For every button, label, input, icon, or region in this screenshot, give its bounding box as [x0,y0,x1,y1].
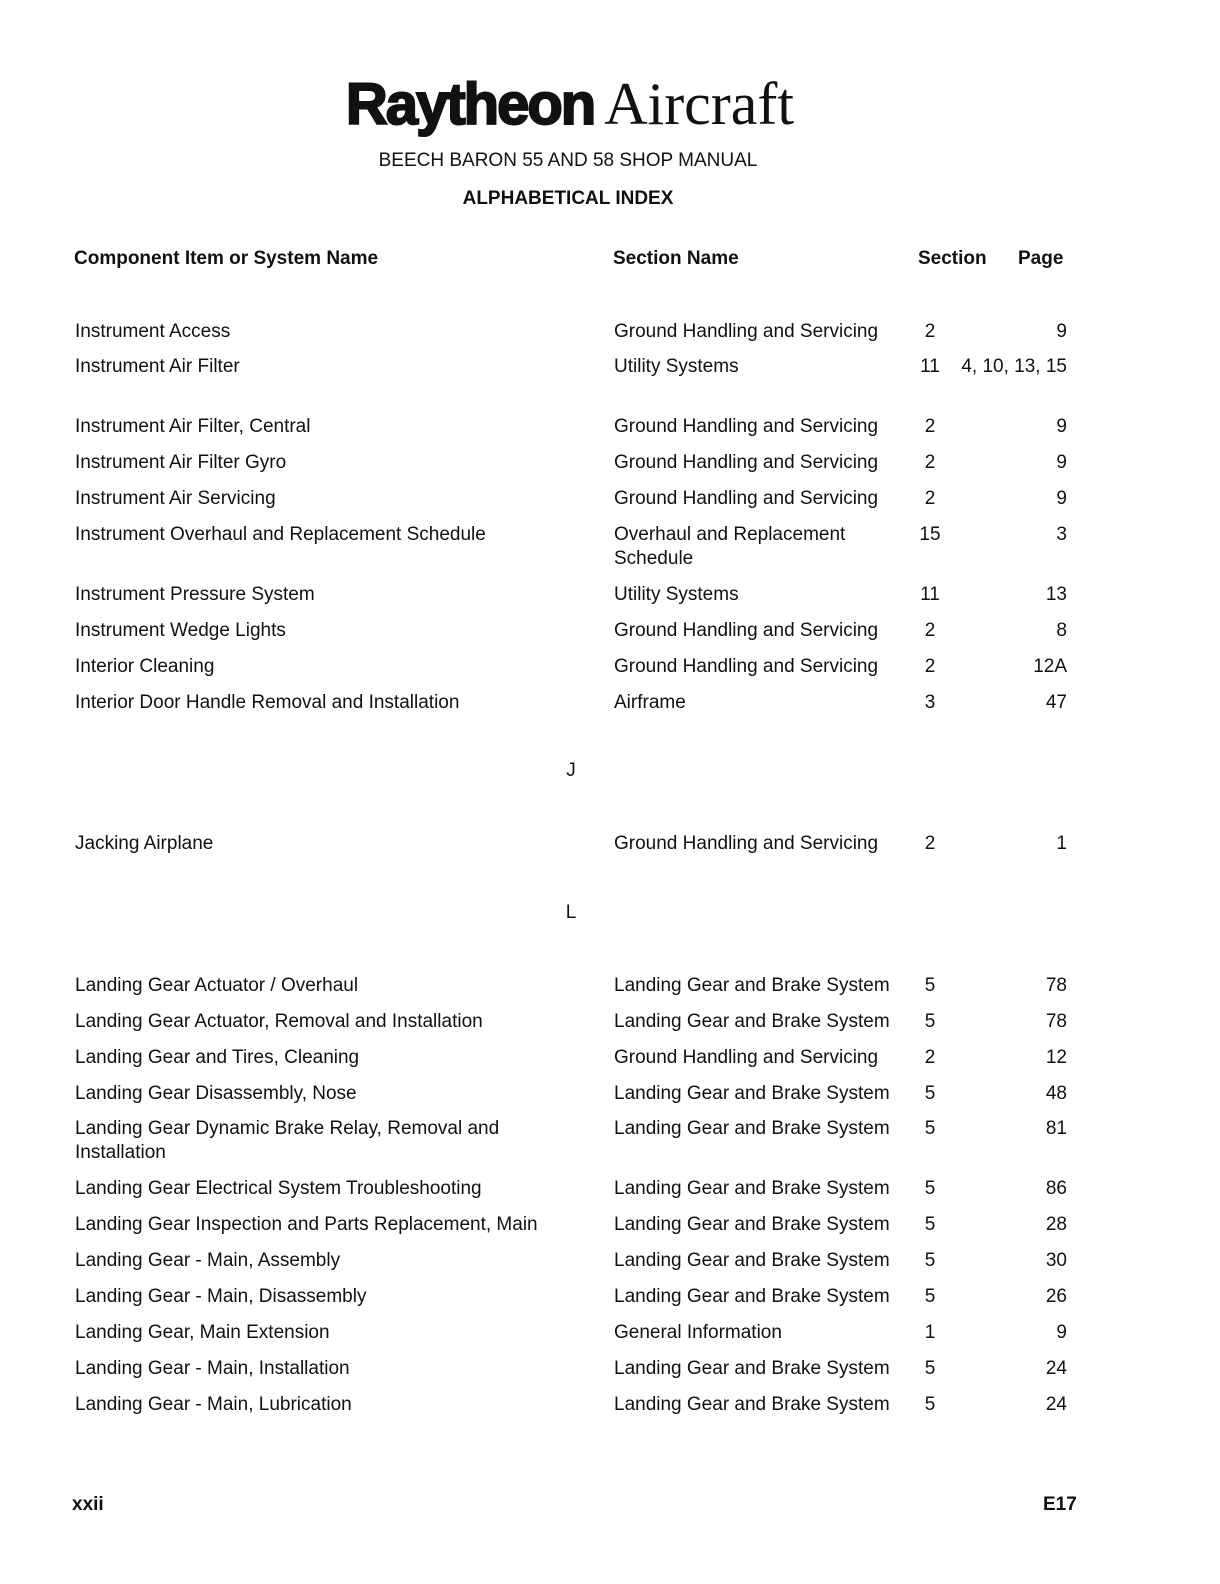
entry-page: 12A [1033,656,1067,677]
entry-section-name: Landing Gear and Brake System [614,1011,890,1032]
entry-name: Instrument Access [75,321,231,342]
entry-page: 24 [1045,1394,1067,1415]
entry-section-number: 2 [924,1047,936,1068]
entry-section-number: 2 [924,620,936,641]
entry-name: Landing Gear, Main Extension [75,1322,330,1343]
entry-section-name: Ground Handling and Servicing [614,452,879,473]
entry-page: 86 [1045,1178,1067,1199]
entry-section-number: 2 [924,488,936,509]
entry-name: Landing Gear - Main, Installation [75,1358,350,1379]
entry-name: Interior Cleaning [75,656,215,677]
entry-page: 47 [1045,692,1067,713]
entry-section-name: Ground Handling and Servicing [614,620,879,641]
index-row [0,832,1220,868]
entry-page: 4, 10, 13, 15 [961,356,1067,377]
index-row [0,1357,1220,1393]
raytheon-logo [0,70,1140,139]
entry-section-number: 2 [924,452,936,473]
entry-section-number: 3 [924,692,936,713]
entry-section-number: 2 [924,321,936,342]
entry-section-name: Landing Gear and Brake System [614,1358,890,1379]
entry-name: Instrument Air Filter, Central [75,416,311,437]
entry-section-number: 2 [924,833,936,854]
index-letter-heading: J [566,760,576,781]
entry-section-name: Ground Handling and Servicing [614,656,879,677]
entry-page: 24 [1045,1358,1067,1379]
index-row [0,415,1220,451]
entry-section-name: Landing Gear and Brake System [614,975,890,996]
index-row [0,320,1220,356]
entry-page: 3 [1056,524,1067,545]
entry-page: 81 [1045,1118,1067,1139]
entry-name: Landing Gear Dynamic Brake Relay, Removal and Installation [75,1118,500,1163]
index-row [0,1285,1220,1321]
entry-name: Landing Gear Inspection and Parts Replacement, Main [75,1214,538,1235]
entry-section-name: Landing Gear and Brake System [614,1250,890,1271]
index-row [0,1177,1220,1213]
entry-name: Instrument Air Servicing [75,488,276,509]
entry-section-name: Landing Gear and Brake System [614,1394,890,1415]
entry-section-name: Overhaul and Replacement Schedule [614,524,846,569]
entry-page: 9 [1056,488,1067,509]
index-row [0,974,1220,1010]
entry-name: Landing Gear - Main, Lubrication [75,1394,352,1415]
entry-section-number: 1 [924,1322,936,1343]
entry-section-name: Landing Gear and Brake System [614,1286,890,1307]
entry-section-number: 5 [924,1286,936,1307]
column-header-page: Page [1018,248,1064,269]
entry-name: Instrument Wedge Lights [75,620,286,641]
entry-page: 9 [1056,416,1067,437]
entry-name: Landing Gear - Main, Assembly [75,1250,341,1271]
entry-section-name: Airframe [614,692,686,713]
entry-section-number: 5 [924,1083,936,1104]
entry-section-number: 5 [924,1178,936,1199]
entry-page: 9 [1056,321,1067,342]
column-header-section: Section [918,248,987,269]
index-row [0,619,1220,655]
index-row [0,583,1220,619]
entry-section-number: 11 [920,584,940,605]
entry-name: Landing Gear - Main, Disassembly [75,1286,367,1307]
entry-section-number: 5 [924,1011,936,1032]
entry-page: 13 [1045,584,1067,605]
entry-page: 78 [1045,975,1067,996]
entry-name: Instrument Air Filter [75,356,240,377]
entry-name: Interior Door Handle Removal and Installation [75,692,460,713]
index-letter-heading: L [565,902,577,923]
entry-name: Instrument Overhaul and Replacement Schedule [75,524,486,545]
entry-section-name: General Information [614,1322,782,1343]
index-row [0,523,1220,569]
entry-page: 48 [1045,1083,1067,1104]
entry-section-number: 2 [924,656,936,677]
entry-name: Jacking Airplane [75,833,214,854]
entry-section-number: 15 [919,524,941,545]
index-row [0,1321,1220,1357]
index-row [0,1082,1220,1118]
index-row [0,487,1220,523]
entry-section-name: Landing Gear and Brake System [614,1118,890,1139]
entry-section-name: Landing Gear and Brake System [614,1083,890,1104]
entry-section-number: 5 [924,975,936,996]
entry-page: 9 [1056,452,1067,473]
index-row [0,1249,1220,1285]
entry-section-number: 5 [924,1394,936,1415]
entry-section-name: Ground Handling and Servicing [614,833,879,854]
footer-page-number: xxii [72,1494,104,1515]
manual-title: BEECH BARON 55 AND 58 SHOP MANUAL [378,150,758,171]
index-row [0,1393,1220,1429]
column-header-section-name: Section Name [613,248,739,269]
entry-page: 28 [1045,1214,1067,1235]
index-row [0,1117,1220,1163]
entry-name: Landing Gear Actuator, Removal and Installation [75,1011,483,1032]
entry-section-number: 5 [924,1118,936,1139]
entry-section-name: Ground Handling and Servicing [614,416,879,437]
index-row [0,1213,1220,1249]
index-row [0,1010,1220,1046]
entry-name: Instrument Pressure System [75,584,315,605]
entry-page: 8 [1056,620,1067,641]
entry-page: 1 [1056,833,1067,854]
entry-section-number: 5 [924,1250,936,1271]
index-row [0,355,1220,391]
entry-page: 26 [1045,1286,1067,1307]
index-title: ALPHABETICAL INDEX [462,188,674,209]
entry-section-number: 11 [920,356,940,377]
entry-section-number: 5 [924,1358,936,1379]
entry-section-name: Utility Systems [614,356,739,377]
entry-name: Landing Gear Actuator / Overhaul [75,975,359,996]
entry-section-name: Ground Handling and Servicing [614,321,879,342]
entry-page: 12 [1045,1047,1067,1068]
entry-section-number: 5 [924,1214,936,1235]
entry-section-name: Ground Handling and Servicing [614,488,879,509]
entry-section-name: Ground Handling and Servicing [614,1047,879,1068]
entry-page: 30 [1045,1250,1067,1271]
index-row [0,691,1220,727]
index-row [0,451,1220,487]
footer-code: E17 [1043,1494,1077,1515]
entry-page: 78 [1045,1011,1067,1032]
entry-name: Landing Gear and Tires, Cleaning [75,1047,360,1068]
entry-section-number: 2 [924,416,936,437]
entry-name: Landing Gear Electrical System Troubleshooting [75,1178,482,1199]
logo-word: Aircraft [604,71,795,137]
index-row [0,655,1220,691]
column-header-component: Component Item or System Name [74,248,379,269]
entry-section-name: Landing Gear and Brake System [614,1178,890,1199]
entry-section-name: Utility Systems [614,584,739,605]
entry-section-name: Landing Gear and Brake System [614,1214,890,1235]
entry-name: Instrument Air Filter Gyro [75,452,287,473]
index-row [0,1046,1220,1082]
entry-name: Landing Gear Disassembly, Nose [75,1083,357,1104]
entry-page: 9 [1056,1322,1067,1343]
logo-brand: Raytheon [345,72,595,137]
